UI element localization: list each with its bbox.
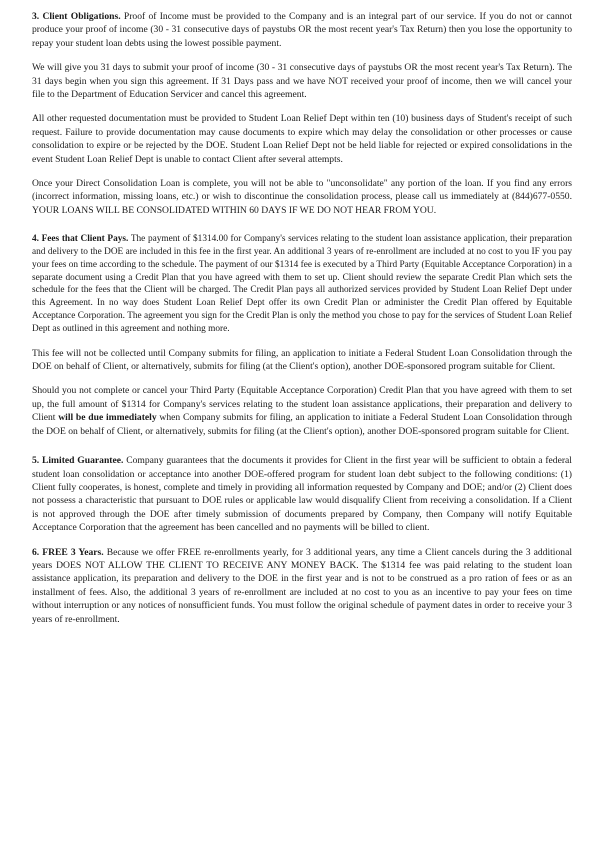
limited-guarantee-heading: 5. Limited Guarantee. <box>32 455 124 467</box>
fees-text: The payment of $1314.00 for Company's services relating to the student loan assistance application, their preparation and delivery to the DOE are included in this fee in the first year. An additional 3 years of re-enrollment are included at no cost to you IF you pay your fees on time according to the schedule. The payment of our $1314 fee is executed by a Third Party (Equitable Acceptance Corporation) in a separate document using a Credit Plan that you have agreed with them to set up. Client should review the separate Credit Plan which sets the schedule for the fees that the Client will be charged. The Credit Plan pays all authorized services provided by Student Loan Relief Dept under this Agreement. In no way does Student Loan Relief Dept offer its own Credit Plan or administer the Credit Plan offered by Equitable Acceptance Corporation. The agreement you sign for the Credit Plan is only the method you chose to pay for the services of Student Loan Relief Dept as outlined in this agreement and nothing more. <box>32 234 573 334</box>
free-years-text: Because we offer FREE re-enrollments yearly, for 3 additional years, any time a Client cancels during the 3 additional years DOES NOT ALLOW THE CLIENT TO RECEIVE ANY MONEY BACK. The $1314 fee was paid relating to the student loan assistance application, its preparation and delivery to the DOE in the first year and is not to be construed as a pro ration of fees or as an installment of fees. Also, the additional 3 years of re-enrollment are included at no cost to you as an incentive to pay your fees on time without interruption or any notices of nonsufficient funds. You must follow the original schedule of payment dates in order to receive your 3 years of re-enrollment. <box>32 546 572 625</box>
fees-heading: 4. Fees that Client Pays. <box>32 234 129 245</box>
limited-guarantee-paragraph <box>32 454 572 534</box>
credit-plan-text-start: Should you not complete or cancel your Third Party (Equitable Acceptance Corporation) Credit Plan that you have agreed with them to set up, the full amount of $1314 for Company's services relating to the student loan assistance applications, their preparation and delivery to Client <box>32 385 572 424</box>
free-years-heading: 6. FREE 3 Years. <box>32 546 104 558</box>
client-obligations-paragraph <box>32 10 572 50</box>
credit-plan-cancellation-paragraph <box>32 384 572 438</box>
due-immediately-emphasis: will be due immediately <box>58 412 157 424</box>
fees-paragraph <box>32 233 572 335</box>
client-obligations-text: Proof of Income must be provided to the Company and is an integral part of our service. If you do not or cannot produce your proof of income (30 - 31 consecutive days of paystubs OR the most recent year's Tax Return) then you lose the opportunity to repay your student loan debts using the lowest possible payment. <box>32 11 572 49</box>
proof-of-income-deadline-paragraph: We will give you 31 days to submit your proof of income (30 - 31 consecutive days of paystubs OR the most recent year's Tax Return). The 31 days begin when you sign this agreement. If 31 Days pass and we have NOT received your proof of income, then we will cancel your file to the Department of Education Servicer and cancel this agreement. <box>32 62 572 101</box>
client-obligations-heading: 3. Client Obligations. <box>32 11 121 22</box>
credit-plan-text-end: when Company submits for filing, an application to initiate a Federal Student Loan Consolidation through the DOE on behalf of Client, or alternatively, submits for filing (at the Client's option), another DOE-sponsored program suitable for Client. <box>32 412 573 437</box>
limited-guarantee-text: Company guarantees that the documents it provides for Client in the first year will be sufficient to obtain a federal student loan consolidation or acceptance into another DOE-offered program for student loan debt subject to the following conditions: (1) Client fully cooperates, is honest, complete and timely in providing all information requested by Company and DOE; and/or (2) Client does not possess a characteristic that pursuant to DOE rules or applicable law would disqualify Client from receiving a consolidation. If a Client is not approved through the DOE after timely submission of documents prepared by Company, then Company will notify Equitable Acceptance Corporation that the agreement has been cancelled and no payments will be billed to client. <box>32 455 572 534</box>
free-years-paragraph <box>32 546 572 626</box>
fee-collection-paragraph: This fee will not be collected until Company submits for filing, an application to initiate a Federal Student Loan Consolidation through the DOE on behalf of Client, or alternatively, submits for filing (at the Client's option), another DOE-sponsored program suitable for Client. <box>32 347 572 373</box>
consolidation-notice-paragraph: Once your Direct Consolidation Loan is complete, you will not be able to "unconsolidate" any portion of the loan. If you find any errors (incorrect information, missing loans, etc.) or wish to discontinue the consolidation process, please call us immediately at (844)677-0550. YOUR LOANS WILL BE CONSOLIDATED WITHIN 60 DAYS IF WE DO NOT HEAR FROM YOU. <box>32 178 572 216</box>
documentation-paragraph: All other requested documentation must be provided to Student Loan Relief Dept within ten (10) business days of Student's receipt of such request. Failure to provide documentation may cause documents to expire which may delay the consolidation or other processes or cause consolidation to expire or be rejected by the DOE. Student Loan Relief Dept not be held liable for rejected or expired consolidations in the event Student Loan Relief Dept is unable to contact Client after several attempts. <box>32 113 572 165</box>
